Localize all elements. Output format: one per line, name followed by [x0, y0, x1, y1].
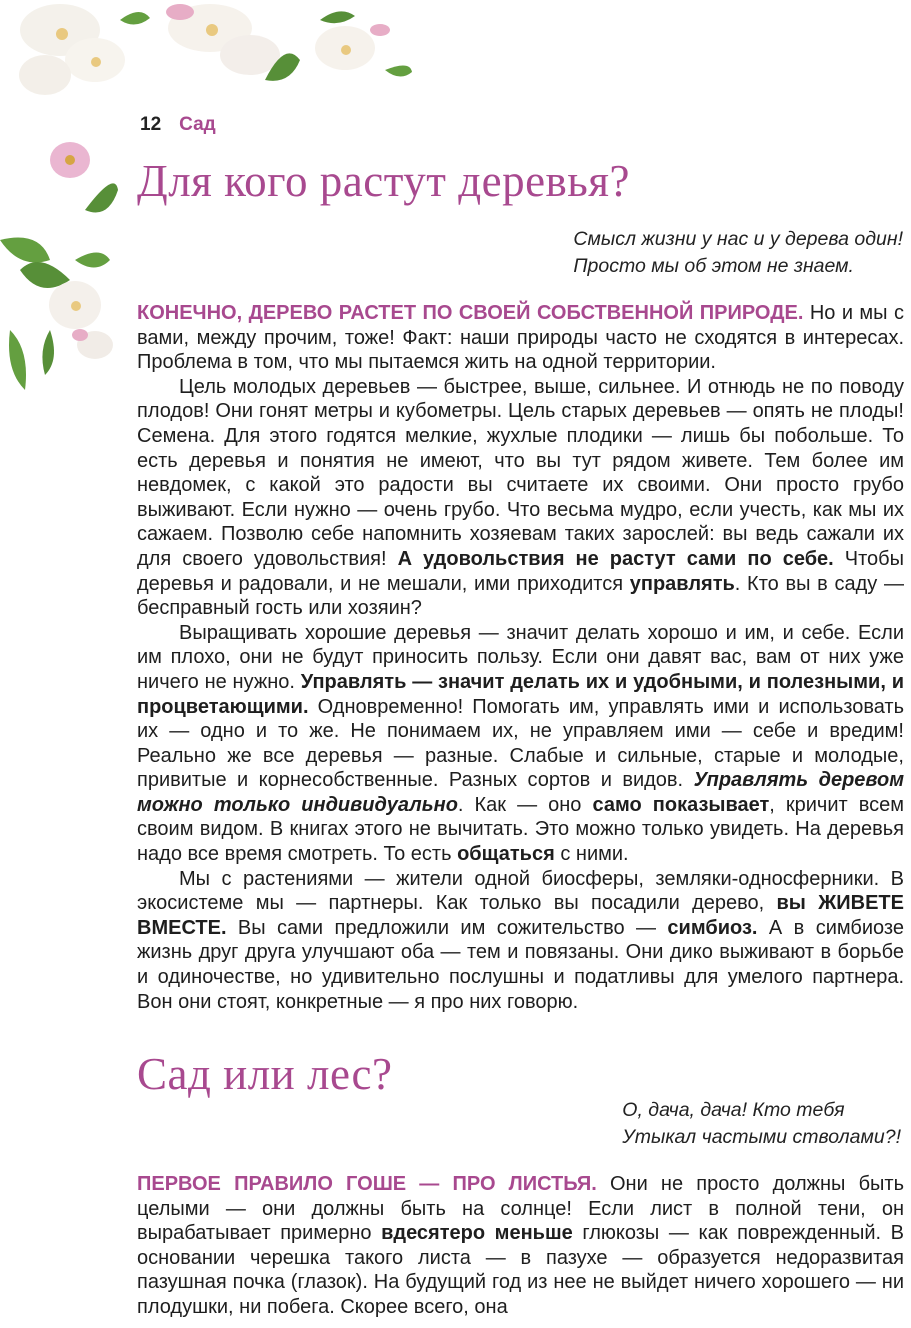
section-name: Сад: [179, 114, 216, 135]
text: . Кто вы в саду — бесправный гость или хозяин?: [137, 572, 904, 620]
text: А в симбиозе жизнь друг друга улучшают оба — тем и повязаны. Они дико выживают в борьбе и одиночестве, но удивительно послушны и податливы для умелого партнера. Вон они стоят, конкретные — я про них говорю.: [137, 916, 904, 1013]
paragraph: [137, 375, 904, 621]
epigraph-line: Просто мы об этом не знаем.: [573, 255, 854, 277]
paragraph: [137, 867, 904, 1015]
apple-blossom-top-illustration: [0, 0, 430, 110]
emphasis: симбиоз.: [667, 916, 758, 939]
section-title-garden: Сад или лес?: [137, 1049, 393, 1099]
epigraph-line: Смысл жизни у нас и у дерева один!: [573, 228, 903, 250]
text: Чтобы деревья и радовали, и не мешали, ими приходится: [137, 547, 904, 595]
text: Они не просто должны быть целыми — они должны быть на солнце! Если лист в полной тени, он вырабатывает примерно: [137, 1173, 904, 1245]
emphasis: Управлять деревом можно только индивидуально: [137, 769, 904, 816]
epigraph-line: О, дача, дача! Кто тебя: [622, 1099, 845, 1121]
text: . Как — оно: [457, 793, 593, 816]
epigraph-line: Утыкал частыми стволами?!: [622, 1126, 901, 1148]
emphasis: само показывает: [592, 793, 770, 816]
section-title-trees: Для кого растут деревья?: [137, 156, 630, 206]
text: Мы с растениями — жители одной биосферы, земляки-односферники. В экосистеме мы — партнеры. Как только вы посадили дерево,: [137, 867, 904, 915]
emphasis: вдесятеро меньше: [381, 1222, 573, 1245]
body-section-2: [137, 1172, 904, 1320]
emphasis: общаться: [457, 843, 555, 866]
lead-in: КОНЕЧНО, ДЕРЕВО РАСТЕТ ПО СВОЕЙ СОБСТВЕННОЙ ПРИРОДЕ.: [137, 302, 804, 324]
text: Но и мы с вами, между прочим, тоже! Факт: наши природы часто не сходятся в интересах. Проблема в том, что мы пытаемся жить на одной территории.: [137, 302, 904, 374]
epigraph-2: [622, 1097, 901, 1151]
emphasis: вы ЖИВЕТЕ ВМЕСТЕ.: [137, 892, 904, 939]
body-section-1: [137, 301, 904, 1014]
emphasis: Управлять — значит делать их и удобными, и полезными, и процветающими.: [137, 670, 904, 718]
text: Выращивать хорошие деревья — значит делать хорошо и им, и себе. Если им плохо, они не будут приносить пользу. Если они давят вас, вам от них уже ничего не нужно.: [137, 621, 904, 693]
paragraph: [137, 1172, 904, 1320]
text: Вы сами предложили им сожительство —: [226, 916, 668, 939]
text: Одновременно! Помогать им, управлять ими и использовать их — одно и то же. Не понимаем их, не управляем ими — себе и вредим! Реально же все деревья — разные. Слабые и сильные, старые и молодые, привитые и корнесобственные. Разных сортов и видов.: [137, 695, 904, 792]
running-head: [140, 114, 216, 136]
apple-blossom-left-illustration: [0, 130, 130, 400]
text: глюкозы — как поврежденный. В основании черешка такого листа — в пазухе — образуется недоразвитая пазушная почка (глазок). На будущий год из нее не выйдет ничего хорошего — ни плодушки, ни побега. Скорее всего, она: [137, 1222, 904, 1318]
page-number: 12: [140, 114, 162, 135]
emphasis: А удовольствия не растут сами по себе.: [397, 547, 834, 570]
text: , кричит всем своим видом. В книгах этого не вычитать. Это можно только увидеть. На деревья надо все время смотреть. То есть: [137, 793, 904, 866]
text: с ними.: [554, 843, 629, 866]
emphasis: управлять: [629, 572, 735, 595]
text: Цель молодых деревьев — быстрее, выше, сильнее. И отнюдь не по поводу плодов! Они гонят метры и кубометры. Цель старых деревьев — опять не плоды! Семена. Для этого годятся мелкие, жухлые плодики — лишь бы побольше. То есть деревья и понятия не имеют, что вы тут рядом живете. Тем более им невдомек, с какой это радости вы считаете их своими. Они просто грубо выживают. Если нужно — очень грубо. Что весьма мудро, если учесть, как мы их сажаем. Позволю себе напомнить хозяевам таких зарослей: вы ведь сажали их для своего удовольствия!: [137, 375, 904, 570]
epigraph-1: [573, 226, 903, 280]
lead-in: ПЕРВОЕ ПРАВИЛО ГОШЕ — ПРО ЛИСТЬЯ.: [137, 1173, 597, 1195]
paragraph: [137, 301, 904, 375]
paragraph: [137, 621, 904, 867]
